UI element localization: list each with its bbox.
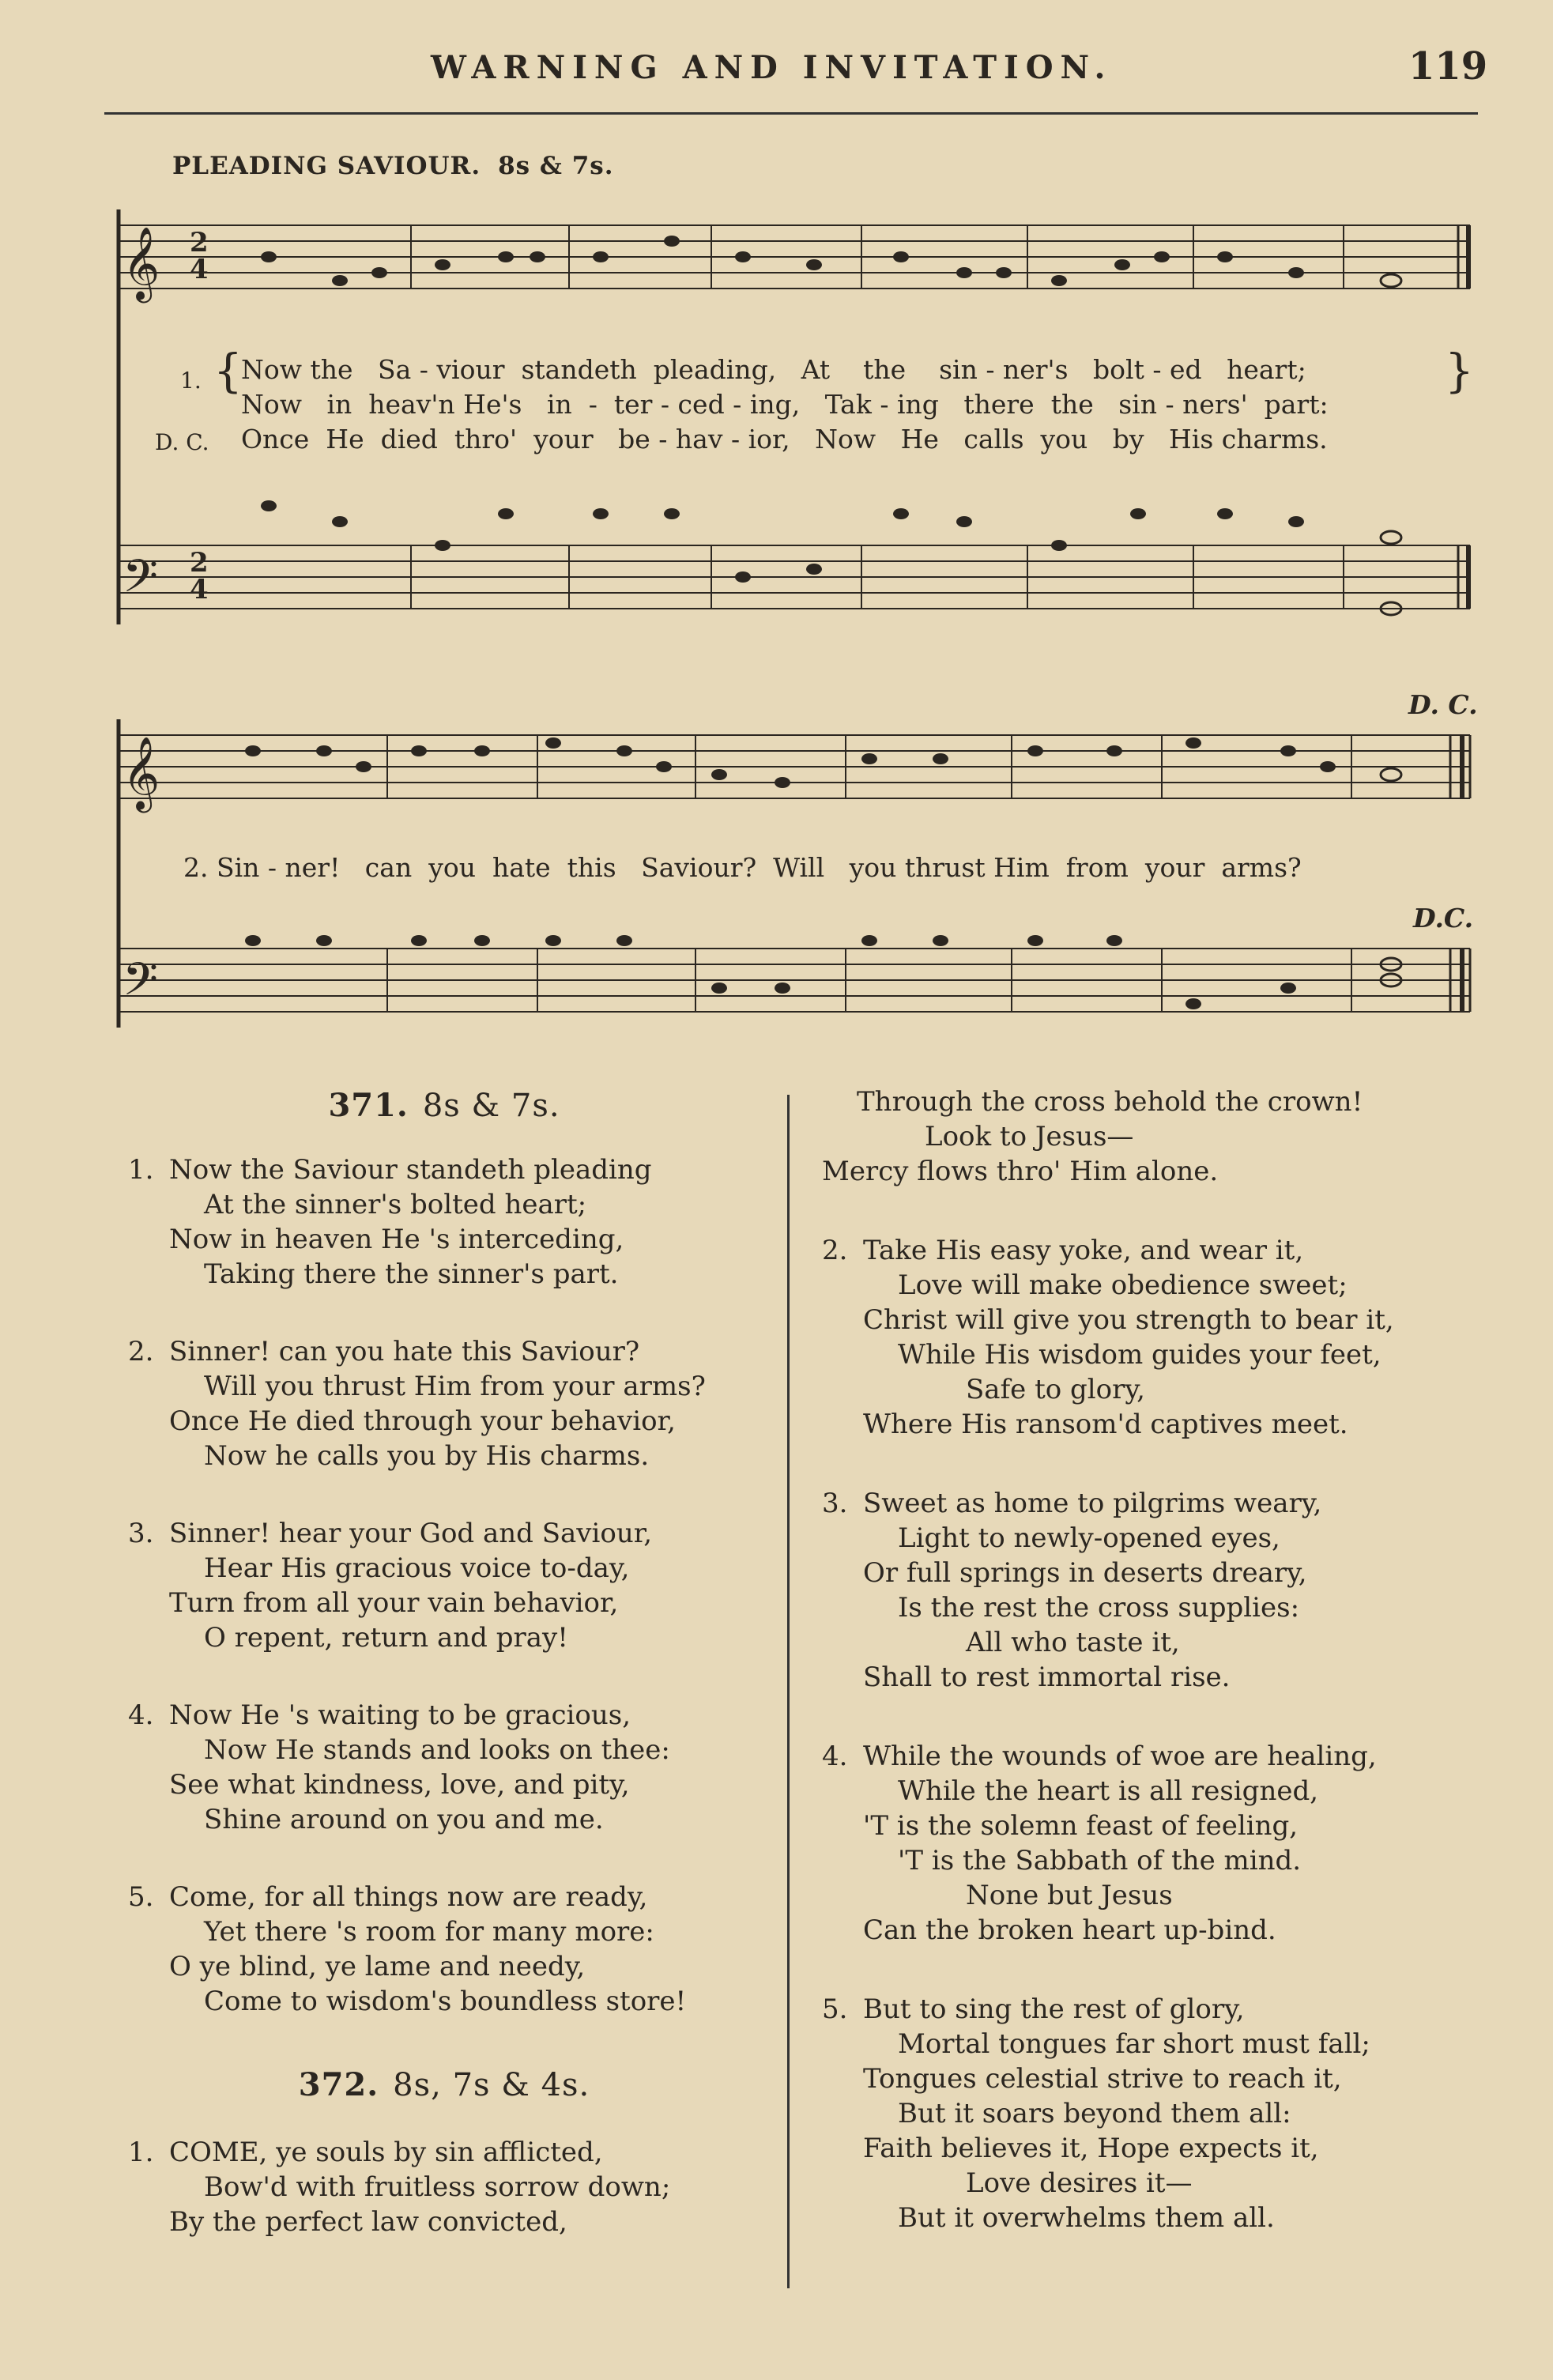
verse-text: Through the cross behold the crown! bbox=[857, 1086, 1363, 1118]
svg-text:2: 2 bbox=[190, 227, 209, 258]
music-score bbox=[0, 0, 1553, 1043]
hymn-372-verses bbox=[822, 1233, 1494, 2235]
hymn-372-number: 372. bbox=[298, 2066, 379, 2103]
verse-text: Hear His gracious voice to-day, bbox=[204, 1552, 630, 1584]
verse-number: 5. bbox=[128, 1881, 154, 1913]
verse-text: Yet there 's room for many more: bbox=[204, 1916, 654, 1948]
verse-line bbox=[128, 1984, 760, 2019]
verse bbox=[128, 1880, 760, 2019]
verse-line bbox=[128, 1620, 760, 1655]
verse-text: Love will make obedience sweet; bbox=[898, 1269, 1348, 1301]
verse-number: 4. bbox=[128, 1699, 154, 1731]
verse-line bbox=[128, 1880, 760, 1914]
verse-line bbox=[822, 1843, 1494, 1878]
verse-line bbox=[128, 1551, 760, 1586]
treble-clef-icon-2: 𝄞 bbox=[123, 736, 160, 809]
lyric-line-1: Now the Sa - viour standeth pleading, At the sin - ner's bolt - ed heart; bbox=[241, 354, 1306, 385]
verse-text: O ye blind, ye lame and needy, bbox=[169, 1951, 586, 1982]
treble-staff-1 bbox=[119, 225, 1470, 289]
verse-text: But it soars beyond them all: bbox=[898, 2098, 1291, 2129]
verse bbox=[822, 1992, 1494, 2235]
verse-text: Sinner! hear your God and Saviour, bbox=[169, 1518, 653, 1549]
verse-text: Look to Jesus— bbox=[925, 1121, 1134, 1152]
hymn-372-verse-1 bbox=[128, 2135, 760, 2239]
verse-text: Now in heaven He 's interceding, bbox=[169, 1224, 624, 1255]
verse bbox=[128, 1152, 760, 1292]
verse-line bbox=[128, 1439, 760, 1473]
hymn-372-meter: 8s, 7s & 4s. bbox=[393, 2067, 590, 2103]
verse-line bbox=[128, 1516, 760, 1551]
verse-text: Shall to rest immortal rise. bbox=[863, 1661, 1231, 1693]
verse-line bbox=[822, 2027, 1494, 2061]
verse-text: But to sing the rest of glory, bbox=[863, 1993, 1245, 2025]
bass-staff-2 bbox=[119, 949, 1470, 1012]
verse bbox=[128, 1516, 760, 1655]
verse-line bbox=[822, 1154, 1494, 1189]
verse-text: All who taste it, bbox=[966, 1627, 1180, 1658]
verse-text: Is the rest the cross supplies: bbox=[898, 1592, 1300, 1624]
verse-text: Take His easy yoke, and wear it, bbox=[863, 1235, 1304, 1266]
verse-line bbox=[822, 1372, 1494, 1407]
verse-line bbox=[822, 1913, 1494, 1948]
hymn-371-title bbox=[128, 1087, 760, 1124]
verse-number: 1. bbox=[128, 2137, 154, 2168]
verse-line bbox=[128, 1914, 760, 1949]
verse bbox=[128, 1334, 760, 1473]
verse-number: 5. bbox=[822, 1993, 848, 2025]
verse-text: Where His ransom'd captives meet. bbox=[863, 1409, 1348, 1440]
verse-text: Shine around on you and me. bbox=[204, 1804, 604, 1835]
verse-text: Sweet as home to pilgrims weary, bbox=[863, 1488, 1322, 1519]
verse-text: But it overwhelms them all. bbox=[898, 2202, 1275, 2234]
lyric-line-4: 2. Sin - ner! can you hate this Saviour? Will you thrust Him from your arms? bbox=[183, 852, 1302, 883]
verse-text: Christ will give you strength to bear it, bbox=[863, 1304, 1394, 1336]
svg-text:2: 2 bbox=[190, 547, 209, 579]
verse-line bbox=[128, 2205, 760, 2239]
left-column bbox=[128, 1087, 760, 2239]
svg-text:4: 4 bbox=[190, 574, 209, 605]
page-number: 119 bbox=[1408, 44, 1488, 89]
verse-text: Now the Saviour standeth pleading bbox=[169, 1154, 652, 1186]
verse-number: 4. bbox=[822, 1741, 848, 1772]
stanza-number: 1. bbox=[180, 368, 202, 394]
hymn-371-verses bbox=[128, 1152, 760, 2019]
verse-line bbox=[128, 1698, 760, 1733]
verse-text: Now he calls you by His charms. bbox=[204, 1440, 650, 1472]
verse-line bbox=[128, 1187, 760, 1222]
verse-line bbox=[128, 1257, 760, 1292]
verse-line bbox=[128, 1733, 760, 1767]
brace-right: } bbox=[1445, 344, 1474, 398]
verse-line bbox=[822, 1084, 1494, 1119]
verse bbox=[822, 1486, 1494, 1695]
tune-meter: 8s & 7s. bbox=[498, 152, 614, 180]
verse-line bbox=[822, 1809, 1494, 1843]
verse-line bbox=[822, 1625, 1494, 1660]
verse-text: Mercy flows thro' Him alone. bbox=[822, 1156, 1219, 1187]
verse-line bbox=[822, 1337, 1494, 1372]
hymn-372-title bbox=[128, 2066, 760, 2103]
verse-text: 'T is the Sabbath of the mind. bbox=[898, 1845, 1302, 1876]
verse-line bbox=[128, 1767, 760, 1802]
lyric-line-3: Once He died thro' your be - hav - ior, Now He calls you by His charms. bbox=[241, 424, 1328, 455]
verse-line bbox=[822, 2201, 1494, 2235]
verse-line bbox=[128, 1949, 760, 1984]
verse-line bbox=[822, 1992, 1494, 2027]
bass-staff-1 bbox=[119, 545, 1470, 609]
hymn-371-meter: 8s & 7s. bbox=[422, 1088, 560, 1124]
running-title: WARNING AND INVITATION. bbox=[431, 49, 1113, 86]
verse-text: Taking there the sinner's part. bbox=[204, 1258, 619, 1290]
verse-line bbox=[822, 1303, 1494, 1337]
verse-text: Love desires it— bbox=[966, 2167, 1193, 2199]
verse-text: Turn from all your vain behavior, bbox=[169, 1587, 619, 1619]
column-rule bbox=[787, 1095, 790, 2288]
dc-mark-bass: D.C. bbox=[1413, 903, 1474, 934]
verse-text: COME, ye souls by sin afflicted, bbox=[169, 2137, 603, 2168]
svg-text:4: 4 bbox=[190, 254, 209, 285]
dc-prefix: D. C. bbox=[155, 429, 209, 455]
bass-clef-icon-2: 𝄢 bbox=[123, 952, 159, 1017]
tune-name: PLEADING SAVIOUR. bbox=[172, 152, 481, 180]
verse-text: Come to wisdom's boundless store! bbox=[204, 1986, 687, 2017]
verse-text: Will you thrust Him from your arms? bbox=[204, 1371, 706, 1402]
verse-line bbox=[822, 2131, 1494, 2166]
verse-line bbox=[128, 1152, 760, 1187]
verse bbox=[128, 2135, 760, 2239]
verse-text: O repent, return and pray! bbox=[204, 1622, 568, 1654]
verse-text: Light to newly-opened eyes, bbox=[898, 1522, 1280, 1554]
verse-line bbox=[822, 1521, 1494, 1556]
hymn-371-number: 371. bbox=[328, 1087, 409, 1124]
dc-mark-treble: D. C. bbox=[1408, 689, 1478, 720]
verse-text: Bow'd with fruitless sorrow down; bbox=[204, 2171, 671, 2203]
verse-line bbox=[822, 1660, 1494, 1695]
treble-clef-icon: 𝄞 bbox=[123, 226, 160, 300]
verse-line bbox=[822, 1878, 1494, 1913]
verse-text: None but Jesus bbox=[966, 1880, 1173, 1911]
verse-text: Sinner! can you hate this Saviour? bbox=[169, 1336, 640, 1367]
verse-line bbox=[128, 1222, 760, 1257]
verse-text: Once He died through your behavior, bbox=[169, 1405, 676, 1437]
verse-line bbox=[822, 2166, 1494, 2201]
verse-text: Safe to glory, bbox=[966, 1374, 1145, 1405]
verse-text: Mortal tongues far short must fall; bbox=[898, 2028, 1370, 2060]
notes-1 bbox=[123, 226, 1401, 615]
bass-clef-icon: 𝄢 bbox=[123, 549, 159, 614]
verse-number: 3. bbox=[128, 1518, 154, 1549]
verse-line bbox=[822, 1556, 1494, 1590]
verse-text: Now He 's waiting to be gracious, bbox=[169, 1699, 631, 1731]
verse-text: While the heart is all resigned, bbox=[898, 1775, 1319, 1807]
verse-text: Now He stands and looks on thee: bbox=[204, 1734, 670, 1766]
lyric-line-2: Now in heav'n He's in - ter - ced - ing, Tak - ing there the sin - ners' part: bbox=[241, 389, 1329, 420]
verse-text: While His wisdom guides your feet, bbox=[898, 1339, 1381, 1371]
verse-line bbox=[128, 2135, 760, 2170]
verse-text: Come, for all things now are ready, bbox=[169, 1881, 648, 1913]
verse-line bbox=[822, 1739, 1494, 1774]
verse-line bbox=[822, 1233, 1494, 1268]
verse bbox=[128, 1698, 760, 1837]
verse-line bbox=[128, 1334, 760, 1369]
verse-number: 2. bbox=[822, 1235, 848, 1266]
brace-left: { bbox=[213, 344, 243, 398]
verse-line bbox=[128, 1369, 760, 1404]
verse-line bbox=[822, 1590, 1494, 1625]
verse bbox=[822, 1233, 1494, 1442]
hymn-372-verse-1-continued bbox=[822, 1084, 1494, 1189]
verse-line bbox=[822, 1119, 1494, 1154]
verse-number: 2. bbox=[128, 1336, 154, 1367]
verse-line bbox=[128, 1802, 760, 1837]
verse-line bbox=[128, 1404, 760, 1439]
verse-line bbox=[822, 1774, 1494, 1809]
right-column bbox=[822, 1084, 1494, 2235]
verse-text: Faith believes it, Hope expects it, bbox=[863, 2133, 1319, 2164]
verse-number: 1. bbox=[128, 1154, 154, 1186]
verse-text: See what kindness, love, and pity, bbox=[169, 1769, 630, 1801]
verse-text: By the perfect law convicted, bbox=[169, 2206, 567, 2238]
verse-line bbox=[822, 2061, 1494, 2096]
verse-line bbox=[822, 1486, 1494, 1521]
verse-line bbox=[128, 2170, 760, 2205]
verse-text: Tongues celestial strive to reach it, bbox=[863, 2063, 1342, 2095]
verse-line bbox=[822, 1407, 1494, 1442]
verse-text: While the wounds of woe are healing, bbox=[863, 1741, 1377, 1772]
verse-line bbox=[822, 2096, 1494, 2131]
treble-staff-2 bbox=[119, 735, 1470, 798]
verse-text: Can the broken heart up-bind. bbox=[863, 1914, 1276, 1946]
verse-text: 'T is the solemn feast of feeling, bbox=[863, 1810, 1299, 1842]
verse-number: 3. bbox=[822, 1488, 848, 1519]
verse bbox=[822, 1739, 1494, 1948]
verse-line bbox=[128, 1586, 760, 1620]
verse-line bbox=[822, 1268, 1494, 1303]
verse-text: Or full springs in deserts dreary, bbox=[863, 1557, 1307, 1589]
verse-text: At the sinner's bolted heart; bbox=[204, 1189, 587, 1220]
